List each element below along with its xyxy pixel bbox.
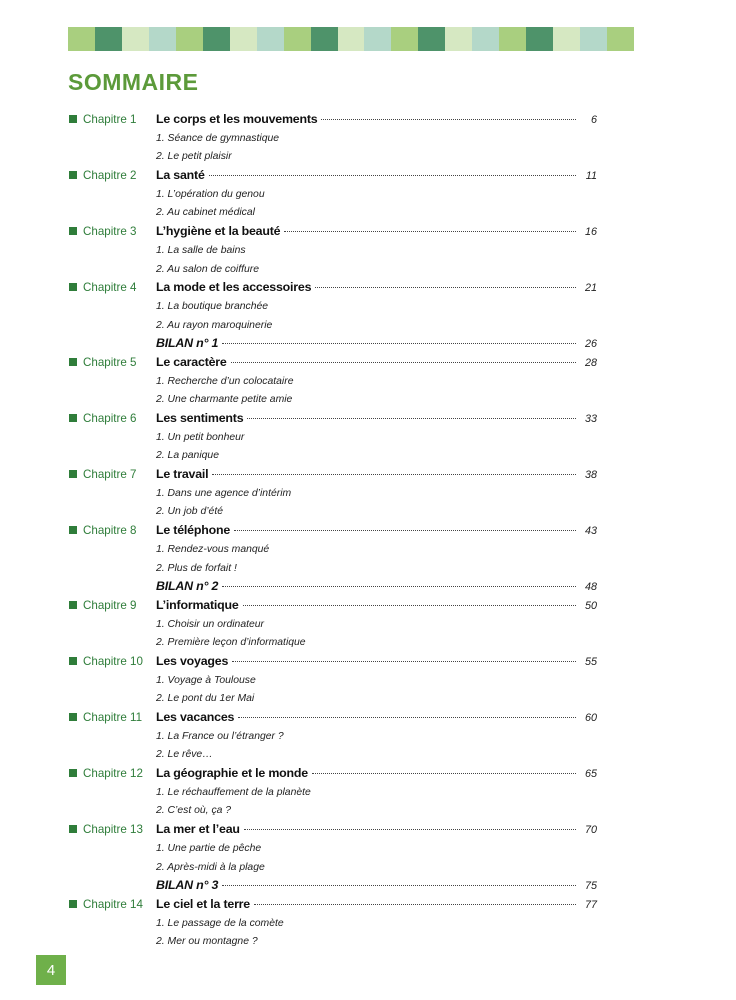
toc-subsection-row [0, 560, 736, 579]
chapter-title: Le téléphone [156, 523, 231, 538]
square-bullet-icon [69, 115, 77, 123]
toc-subsection-row [0, 541, 736, 560]
subsection-title: 2. Le pont du 1er Mai [156, 693, 255, 705]
band-square [257, 27, 284, 51]
toc-entry[interactable] [156, 224, 576, 238]
chapter-title: La géographie et le monde [156, 766, 308, 781]
toc-subsection-row [0, 485, 736, 504]
subsection-title: 2. Un job d’été [156, 506, 224, 518]
toc-subsection-row [0, 616, 736, 635]
subsection-title: 1. Recherche d’un colocataire [156, 375, 294, 387]
toc-subsection-row [0, 503, 736, 522]
subsection-title: 2. Au cabinet médical [156, 207, 255, 219]
page-ref: 65 [584, 768, 597, 781]
dot-leader [222, 342, 576, 344]
band-square [95, 27, 122, 51]
band-square [68, 27, 95, 51]
dot-leader [222, 585, 576, 587]
subsection-title: 2. La panique [156, 450, 219, 462]
dot-leader [321, 118, 576, 120]
page-ref: 21 [584, 282, 597, 295]
toc-entry[interactable] [156, 467, 576, 481]
chapter-label: Chapitre 14 [83, 897, 143, 911]
toc-subsection-row [0, 728, 736, 747]
dot-leader [232, 660, 576, 662]
subsection-title: 2. Au salon de coiffure [156, 263, 260, 275]
toc-chapter-row [0, 821, 736, 840]
subsection-title: 1. Séance de gymnastique [156, 132, 280, 144]
band-square [284, 27, 311, 51]
page-ref: 55 [584, 655, 597, 668]
toc-chapter-row [0, 410, 736, 429]
toc-entry[interactable] [156, 112, 576, 126]
toc-subsection-row [0, 429, 736, 448]
dot-leader [209, 174, 576, 176]
page-ref: 16 [584, 226, 597, 239]
toc-entry[interactable] [156, 897, 576, 911]
chapter-title: Le ciel et la terre [156, 896, 251, 911]
band-square [607, 27, 634, 51]
square-bullet-icon [69, 358, 77, 366]
toc-subsection-row [0, 298, 736, 317]
chapter-label: Chapitre 3 [83, 225, 137, 239]
subsection-title: 2. Le petit plaisir [156, 151, 232, 163]
page-ref: 50 [584, 599, 597, 612]
dot-leader [247, 417, 576, 419]
chapter-label: Chapitre 10 [83, 654, 143, 668]
chapter-label: Chapitre 7 [83, 468, 137, 482]
band-square [526, 27, 553, 51]
toc-subsection-row [0, 859, 736, 878]
subsection-title: 2. C’est où, ça ? [156, 805, 232, 817]
toc-subsection-row [0, 933, 736, 952]
toc-chapter-row [0, 765, 736, 784]
toc-subsection-row [0, 672, 736, 691]
page-ref: 77 [584, 898, 597, 911]
dot-leader [243, 604, 576, 606]
toc-subsection-row [0, 148, 736, 167]
subsection-title: 2. Première leçon d’informatique [156, 637, 306, 649]
band-square [445, 27, 472, 51]
chapter-label: Chapitre 8 [83, 524, 137, 538]
chapter-label: Chapitre 4 [83, 281, 137, 295]
toc-chapter-row [0, 466, 736, 485]
dot-leader [315, 286, 576, 288]
square-bullet-icon [69, 526, 77, 534]
page-number-badge: 4 [36, 955, 66, 985]
chapter-label: Chapitre 9 [83, 598, 137, 612]
toc-entry[interactable] [156, 411, 576, 425]
chapter-title: La mer et l’eau [156, 822, 240, 837]
page-ref: 26 [584, 338, 597, 351]
chapter-label: Chapitre 12 [83, 767, 143, 781]
subsection-title: 1. L’opération du genou [156, 188, 265, 200]
square-bullet-icon [69, 825, 77, 833]
chapter-title: Le corps et les mouvements [156, 112, 318, 126]
square-bullet-icon [69, 900, 77, 908]
toc-subsection-row [0, 915, 736, 934]
page-ref: 70 [584, 824, 597, 837]
chapter-title: Les sentiments [156, 411, 244, 425]
toc-chapter-row [0, 709, 736, 728]
subsection-title: 2. Après-midi à la plage [156, 861, 265, 873]
toc-chapter-row [0, 522, 736, 541]
toc-entry[interactable] [156, 654, 576, 668]
toc-chapter-row [0, 223, 736, 242]
band-square [122, 27, 149, 51]
toc-entry[interactable] [156, 523, 576, 537]
subsection-title: 1. Voyage à Toulouse [156, 674, 256, 686]
subsection-title: 2. Le rêve… [156, 749, 213, 761]
toc-subsection-row [0, 261, 736, 280]
toc-entry[interactable] [156, 766, 576, 780]
chapter-label: Chapitre 5 [83, 355, 137, 369]
toc-chapter-row [0, 167, 736, 186]
subsection-title: 1. Choisir un ordinateur [156, 618, 265, 630]
toc-subsection-row [0, 130, 736, 149]
dot-leader [244, 828, 576, 830]
toc-entry[interactable] [156, 579, 576, 593]
toc-subsection-row [0, 690, 736, 709]
subsection-title: 1. Le réchauffement de la planète [156, 786, 311, 798]
dot-leader [254, 903, 576, 905]
subsection-title: 1. La salle de bains [156, 244, 246, 256]
subsection-title: 1. Le passage de la comète [156, 917, 284, 929]
page-title: SOMMAIRE [68, 69, 199, 95]
toc-subsection-row [0, 242, 736, 261]
band-square [499, 27, 526, 51]
subsection-title: 2. Mer ou montagne ? [156, 936, 258, 948]
page-ref: 60 [584, 712, 597, 724]
square-bullet-icon [69, 414, 77, 422]
toc-subsection-row [0, 391, 736, 410]
toc-entry[interactable] [156, 280, 576, 294]
chapter-title: La mode et les accessoires [156, 280, 312, 295]
toc-entry[interactable] [156, 822, 576, 836]
square-bullet-icon [69, 470, 77, 478]
band-square [418, 27, 445, 51]
subsection-title: 1. La boutique branchée [156, 300, 269, 312]
toc-subsection-row [0, 317, 736, 336]
bilan-title: BILAN n° 2 [156, 579, 219, 594]
chapter-title: L’hygiène et la beauté [156, 224, 281, 239]
subsection-title: 1. Un petit bonheur [156, 431, 245, 443]
toc-chapter-row [0, 354, 736, 373]
band-square [230, 27, 257, 51]
square-bullet-icon [69, 601, 77, 609]
toc-subsection-row [0, 373, 736, 392]
band-square [203, 27, 230, 51]
toc-bilan-row [0, 877, 736, 896]
toc-entry[interactable] [156, 355, 576, 369]
dot-leader [234, 529, 576, 531]
toc-chapter-row [0, 597, 736, 616]
dot-leader [312, 772, 576, 774]
square-bullet-icon [69, 713, 77, 721]
toc-entry[interactable] [156, 598, 576, 612]
band-square [149, 27, 176, 51]
chapter-label: Chapitre 13 [83, 823, 143, 837]
toc-subsection-row [0, 447, 736, 466]
dot-leader [231, 361, 576, 363]
chapter-title: L’informatique [156, 597, 239, 612]
chapter-title: Les vacances [156, 710, 235, 724]
toc-chapter-row [0, 653, 736, 672]
toc-chapter-row [0, 896, 736, 915]
toc-subsection-row [0, 634, 736, 653]
subsection-title: 1. Dans une agence d’intérim [156, 487, 292, 499]
toc-chapter-row [0, 279, 736, 298]
page-ref: 6 [590, 114, 597, 126]
page-ref: 11 [585, 170, 597, 183]
toc-subsection-row [0, 204, 736, 223]
page-ref: 38 [584, 469, 597, 482]
band-square [364, 27, 391, 51]
chapter-label: Chapitre 6 [83, 412, 137, 425]
band-square [176, 27, 203, 51]
band-square [580, 27, 607, 51]
band-square [472, 27, 499, 51]
toc-entry[interactable] [156, 168, 576, 182]
subsection-title: 1. Rendez-vous manqué [156, 543, 270, 555]
page-ref: 75 [584, 880, 597, 893]
chapter-title: Le travail [156, 467, 209, 482]
square-bullet-icon [69, 171, 77, 179]
square-bullet-icon [69, 283, 77, 291]
square-bullet-icon [69, 227, 77, 235]
toc-entry[interactable] [156, 710, 576, 724]
subsection-title: 1. La France ou l’étranger ? [156, 730, 284, 742]
page-ref: 28 [584, 356, 597, 369]
band-square [553, 27, 580, 51]
chapter-title: La santé [156, 168, 205, 183]
bilan-title: BILAN n° 3 [156, 878, 219, 893]
toc-bilan-row [0, 335, 736, 354]
dot-leader [238, 716, 576, 718]
toc-entry[interactable] [156, 336, 576, 350]
chapter-label: Chapitre 1 [83, 113, 137, 126]
page-ref: 33 [584, 413, 597, 425]
toc-subsection-row [0, 186, 736, 205]
band-square [391, 27, 418, 51]
subsection-title: 2. Une charmante petite amie [156, 394, 293, 406]
toc-bilan-row [0, 578, 736, 597]
dot-leader [284, 230, 576, 232]
toc-chapter-row [0, 111, 736, 130]
page-ref: 43 [584, 525, 597, 538]
chapter-label: Chapitre 2 [83, 169, 137, 183]
chapter-title: Le caractère [156, 354, 227, 369]
toc-subsection-row [0, 840, 736, 859]
toc-subsection-row [0, 784, 736, 803]
bilan-title: BILAN n° 1 [156, 336, 219, 351]
toc-subsection-row [0, 802, 736, 821]
dot-leader [222, 884, 576, 886]
dot-leader [212, 473, 576, 475]
page-ref: 48 [584, 581, 597, 594]
toc-subsection-row [0, 746, 736, 765]
subsection-title: 2. Au rayon maroquinerie [156, 319, 273, 331]
band-square [338, 27, 365, 51]
decorative-color-band [68, 27, 634, 51]
square-bullet-icon [69, 769, 77, 777]
band-square [311, 27, 338, 51]
table-of-contents [0, 111, 736, 952]
subsection-title: 2. Plus de forfait ! [156, 562, 237, 574]
chapter-label: Chapitre 11 [83, 711, 143, 724]
toc-entry[interactable] [156, 878, 576, 892]
chapter-title: Les voyages [156, 653, 229, 668]
subsection-title: 1. Une partie de pêche [156, 842, 262, 854]
square-bullet-icon [69, 657, 77, 665]
